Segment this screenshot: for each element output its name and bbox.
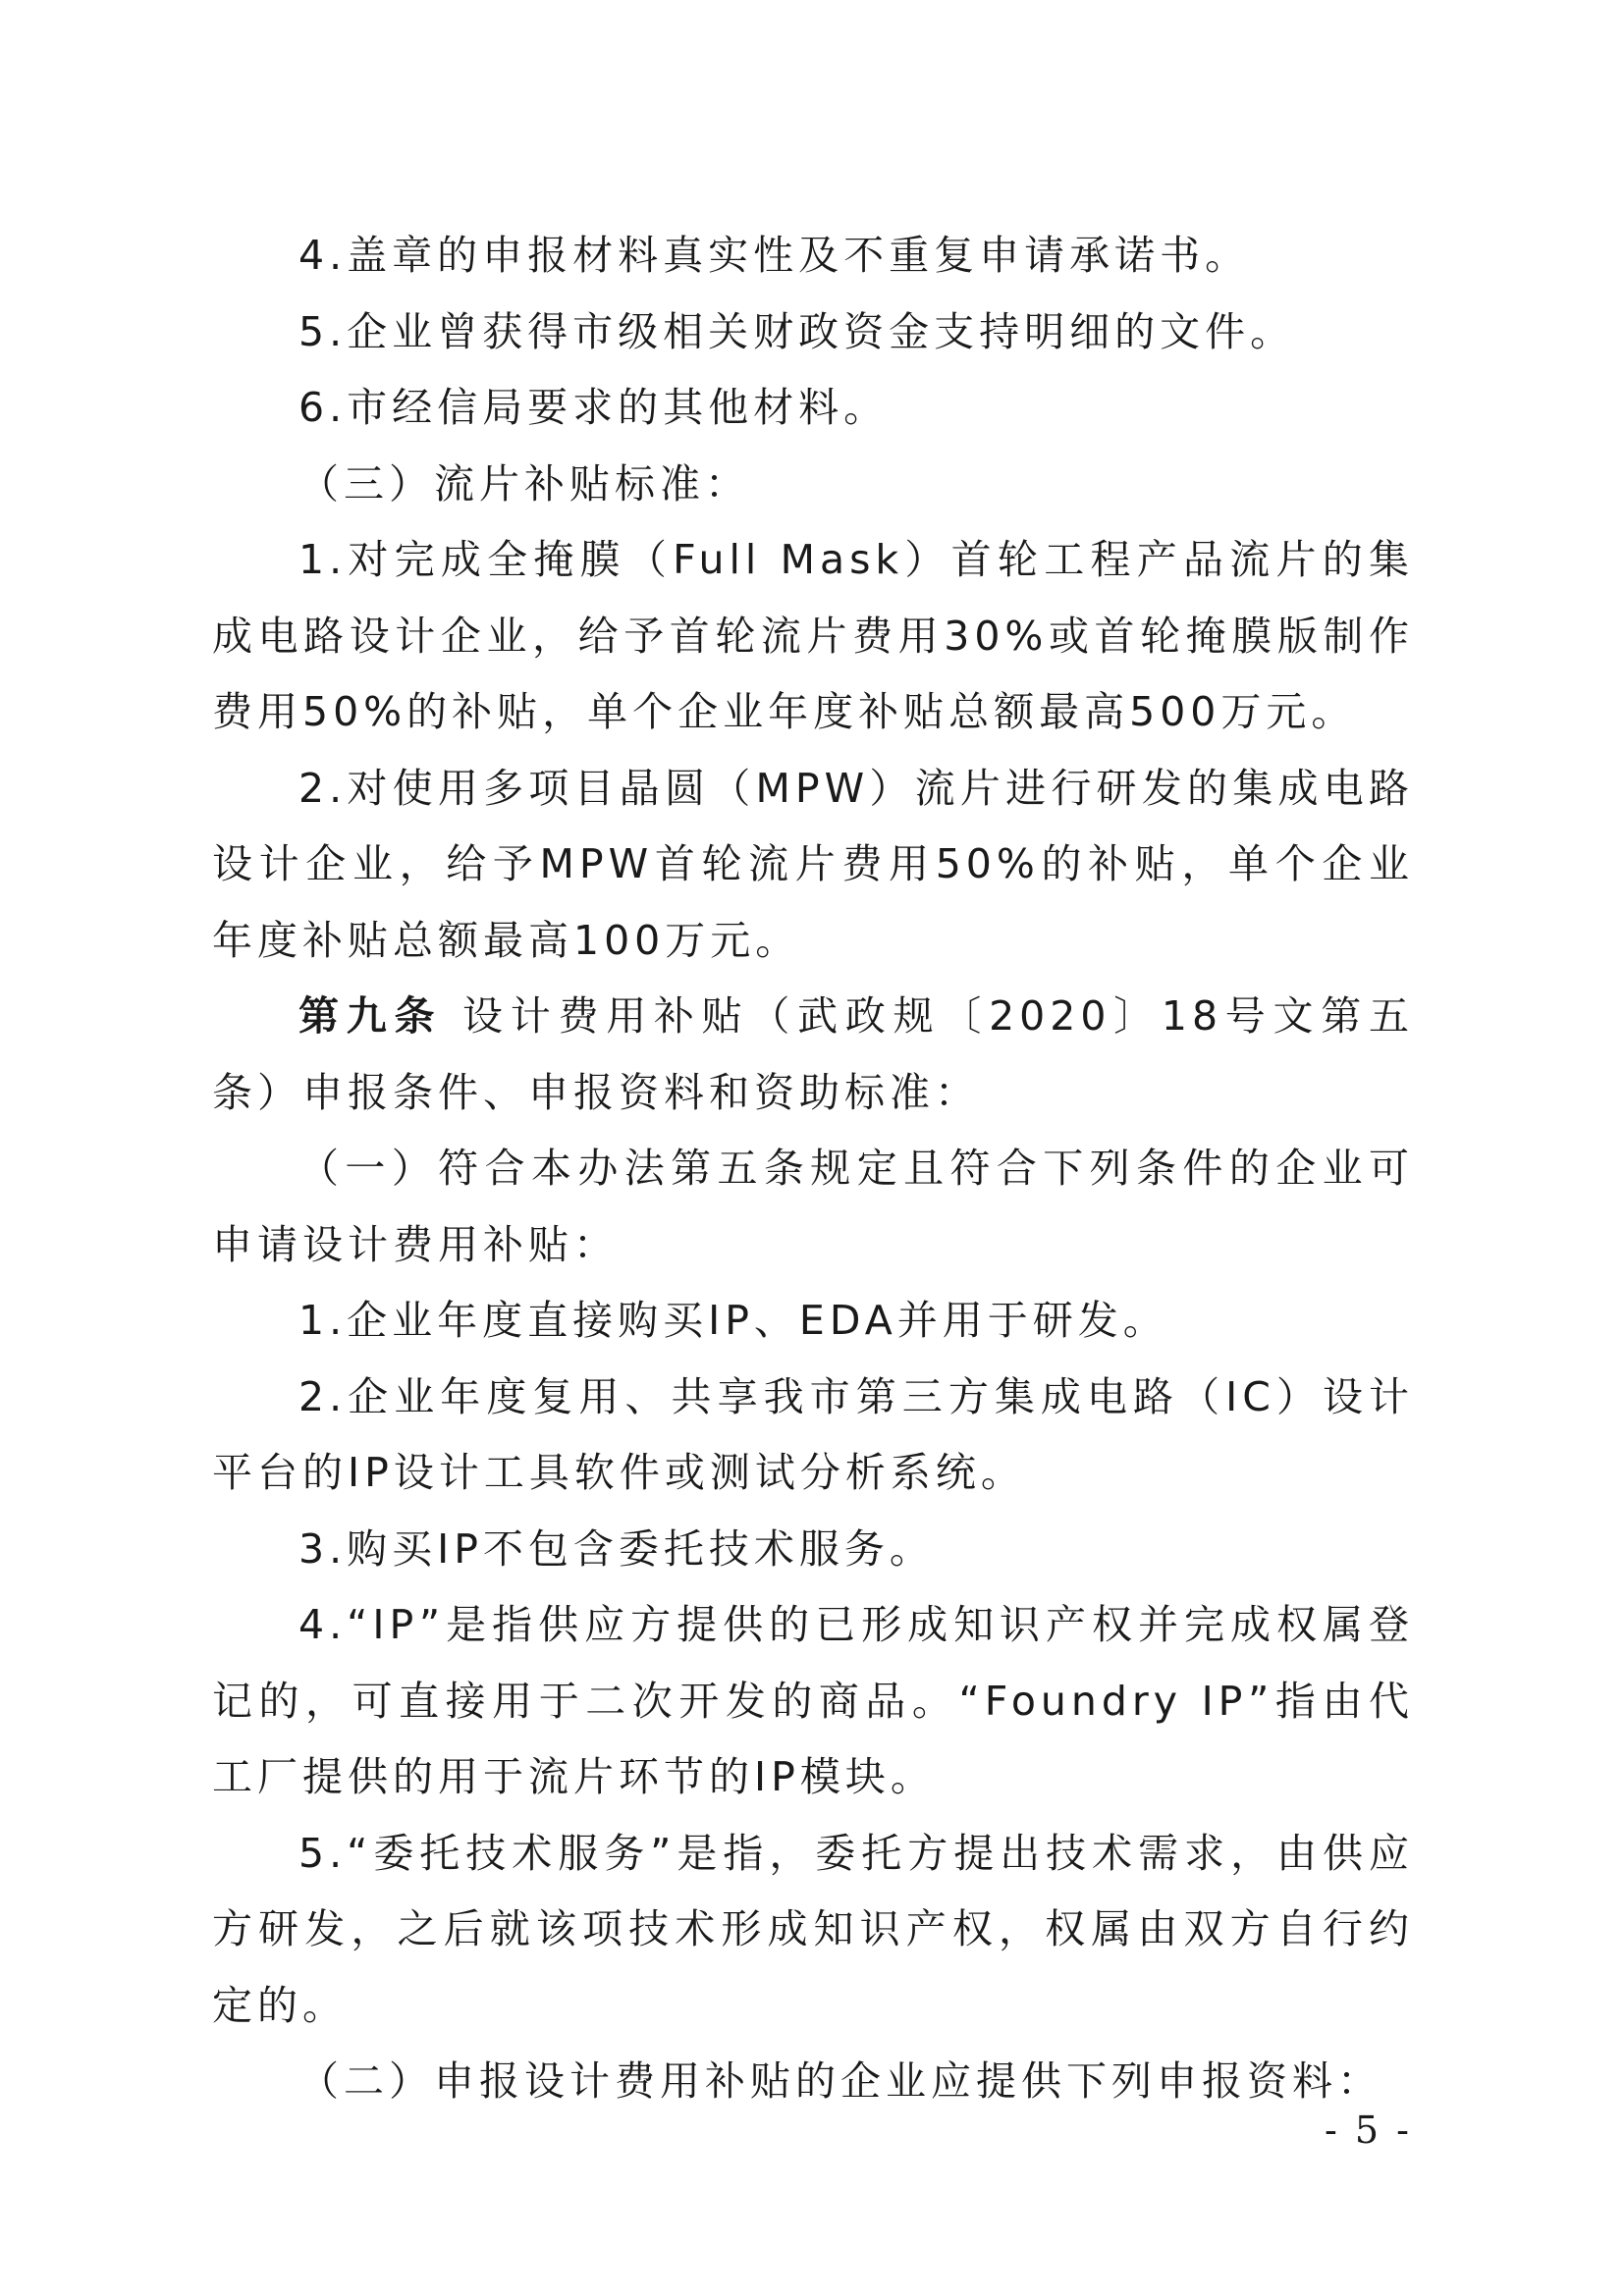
- paragraph-mpw-subsidy: 2.对使用多项目晶圆（MPW）流片进行研发的集成电路设计企业，给予MPW首轮流片费用50%的补贴，单个企业年度补贴总额最高100万元。: [212, 764, 1414, 964]
- paragraph-ip-exclusion: 3.购买IP不包含委托技术服务。: [298, 1524, 935, 1573]
- paragraph-other-materials: 6.市经信局要求的其他材料。: [298, 384, 890, 431]
- page-number: - 5 -: [1324, 2109, 1412, 2152]
- article-nine-heading: 第九条 设计费用补贴（武政规〔2020〕18号文第五条）申报条件、申报资料和资助标准：: [212, 992, 1415, 1116]
- paragraph-ip-definition: 4.“IP”是指供应方提供的已形成知识产权并完成权属登记的，可直接用于二次开发的商品。“Foundry IP”指由代工厂提供的用于流片环节的IP模块。: [212, 1601, 1414, 1800]
- section-heading-application-materials: （二）申报设计费用补贴的企业应提供下列申报资料：: [298, 2057, 1382, 2105]
- paragraph-funding-records: 5.企业曾获得市级相关财政资金支持明细的文件。: [298, 307, 1296, 355]
- paragraph-commitment-letter: 4.盖章的申报材料真实性及不重复申请承诺书。: [298, 232, 1251, 279]
- paragraph-service-definition: 5.“委托技术服务”是指，委托方提出技术需求，由供应方研发，之后就该项技术形成知识产权，权属由双方自行约定的。: [212, 1829, 1414, 2029]
- section-heading-eligibility: （一）符合本办法第五条规定且符合下列条件的企业可申请设计费用补贴：: [212, 1145, 1414, 1268]
- paragraph-ip-eda-purchase: 1.企业年度直接购买IP、EDA并用于研发。: [298, 1297, 1168, 1344]
- section-heading-tapeout-subsidy: （三）流片补贴标准：: [298, 459, 750, 507]
- paragraph-full-mask-subsidy: 1.对完成全掩膜（Full Mask）首轮工程产品流片的集成电路设计企业，给予首轮流片费用30%或首轮掩膜版制作费用50%的补贴，单个企业年度补贴总额最高500万元。: [212, 536, 1414, 735]
- paragraph-platform-sharing: 2.企业年度复用、共享我市第三方集成电路（IC）设计平台的IP设计工具软件或测试分析系统。: [212, 1372, 1414, 1496]
- document-body: [212, 218, 1414, 2120]
- article-label: 第九条: [298, 992, 443, 1040]
